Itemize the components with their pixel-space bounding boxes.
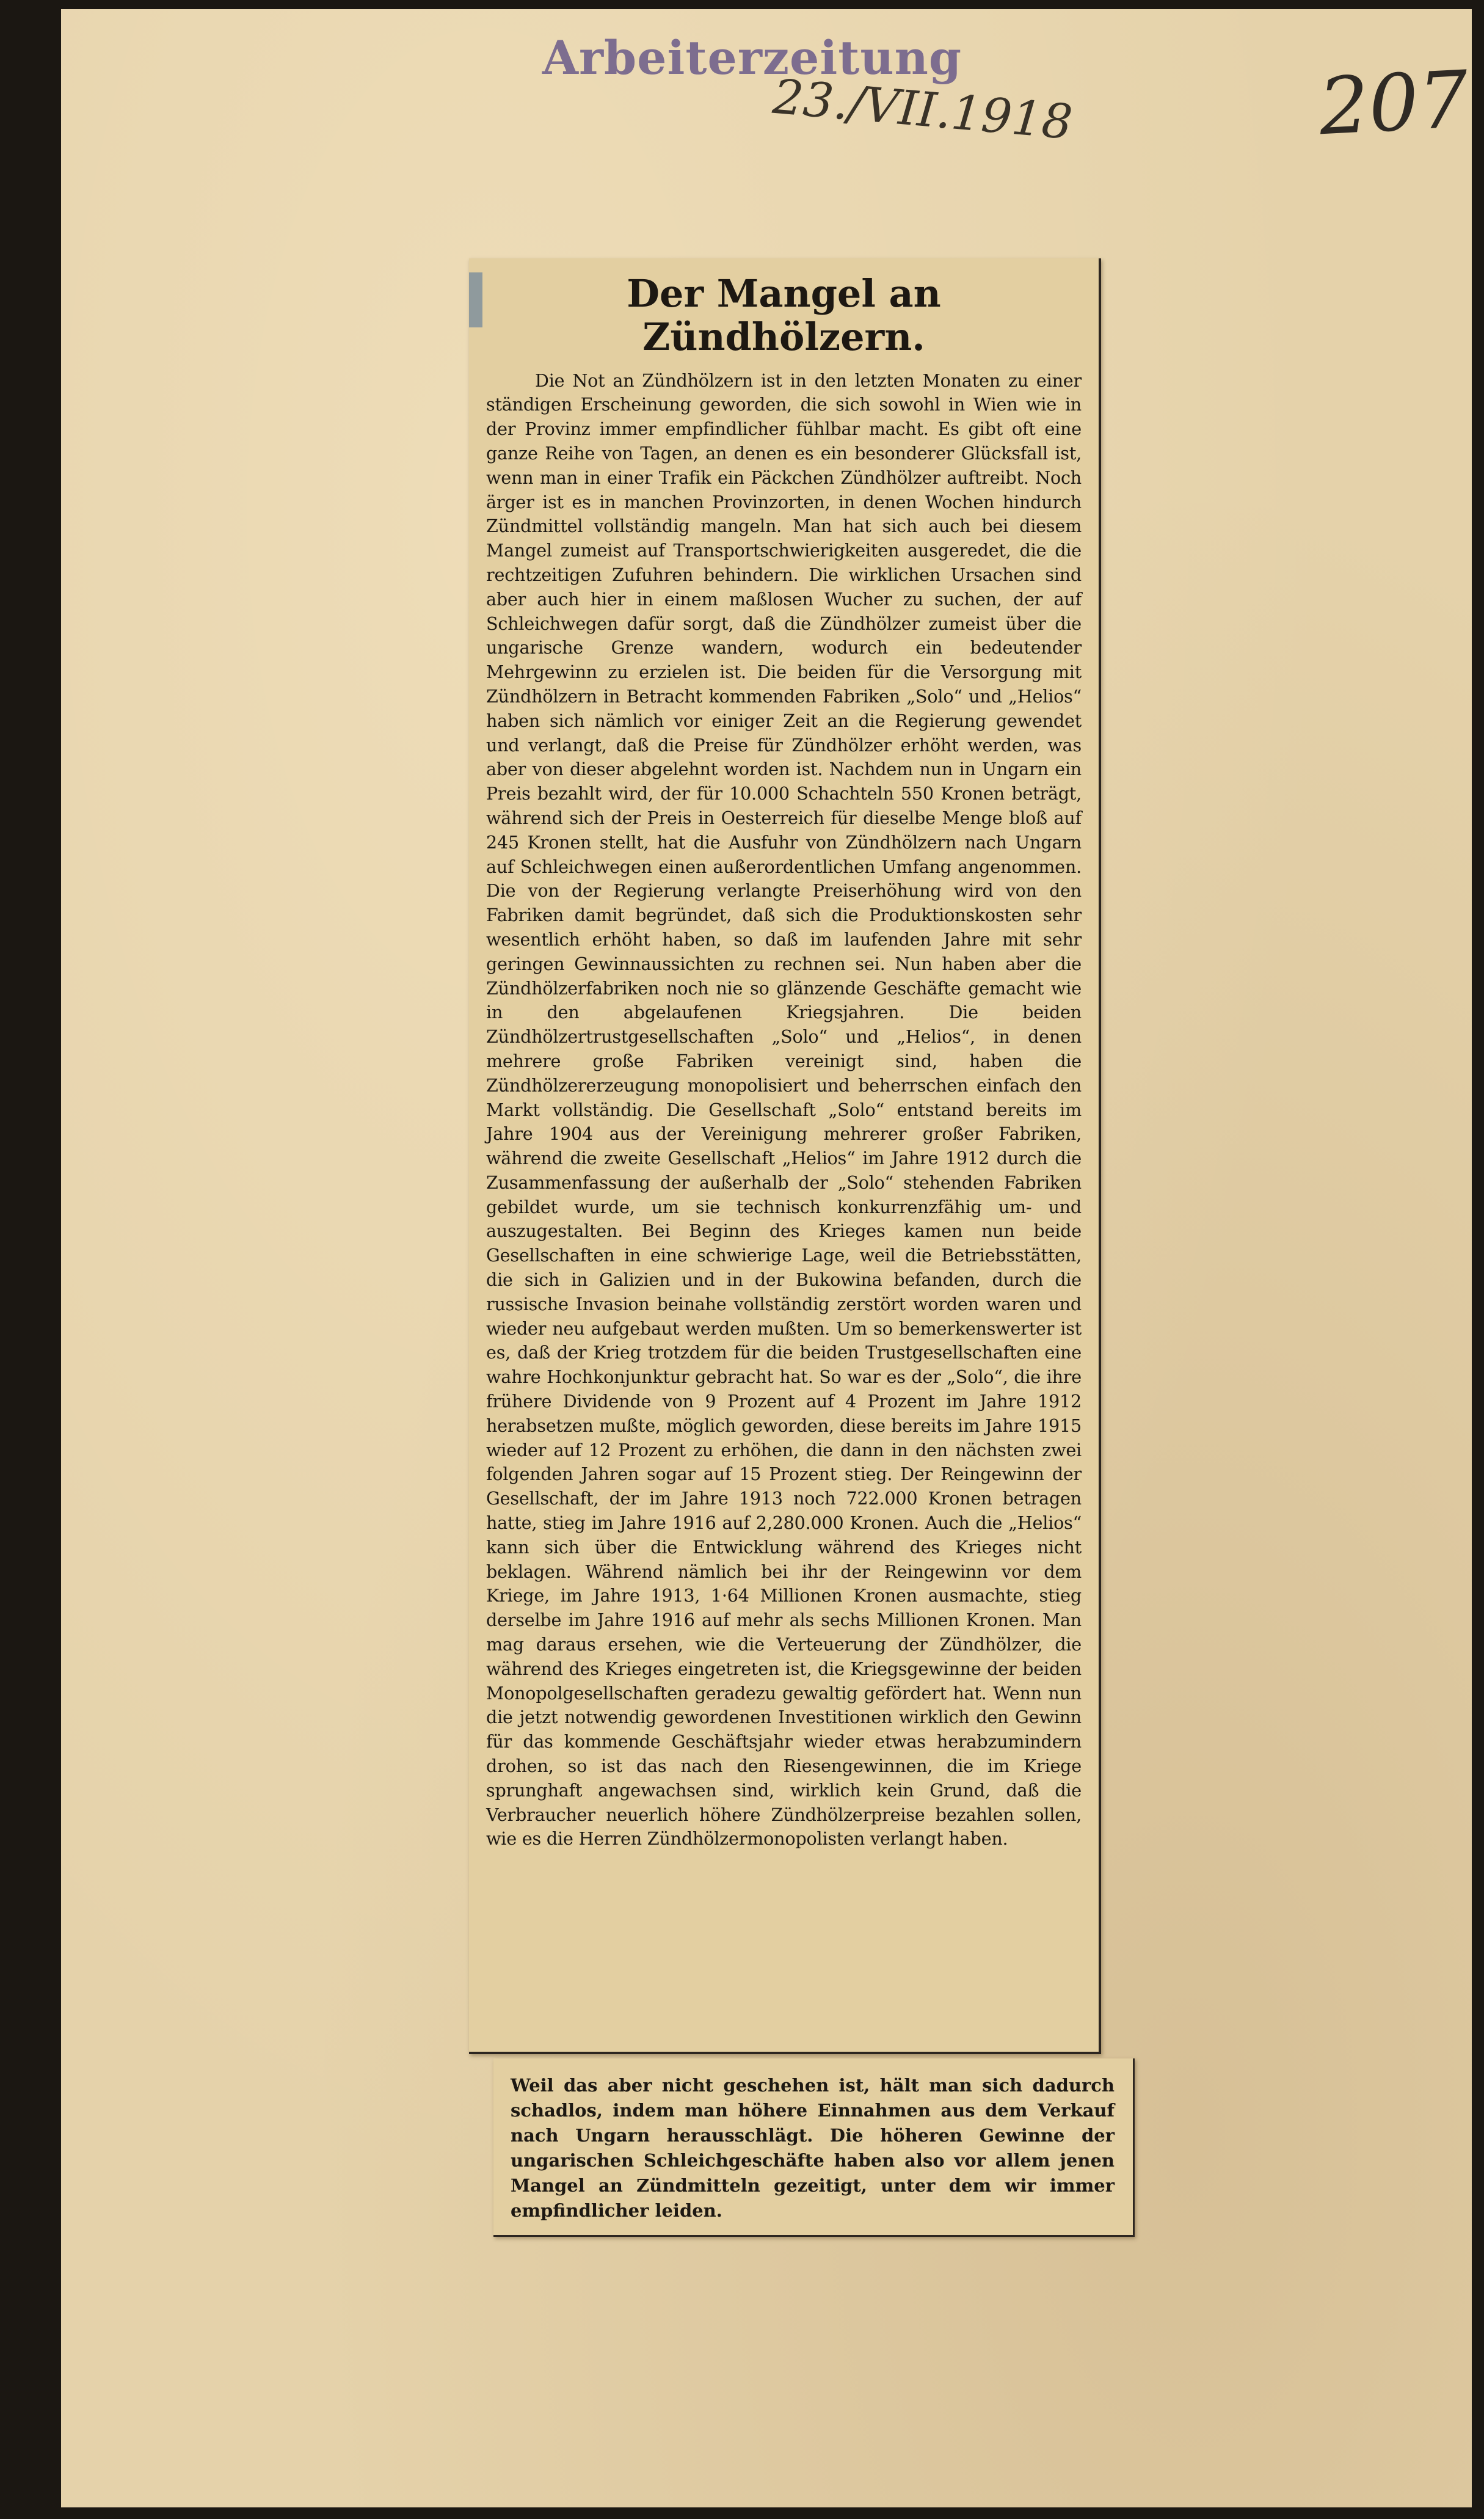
handwritten-folio-number: 207 (1317, 54, 1471, 153)
article-headline: Der Mangel an Zündhölzern. (627, 271, 941, 360)
article-continuation: Weil das aber nicht geschehen ist, hält man sich dadurch schadlos, indem man höhere Einnahmen aus dem Verkauf nach Ungarn herausschlägt. Die höheren Gewinne der ungarischen Schleichgeschäfte haben also vor allem jenen Mangel an Zündmitteln gezeitigt, unter dem wir immer empfindlicher leiden. (511, 2075, 1115, 2221)
handwritten-date: 23./VII.1918 (771, 69, 1075, 151)
newspaper-clipping (469, 258, 1101, 2054)
article-body-text: Die Not an Zündhölzern ist in den letzten Monaten zu einer ständigen Erscheinung geworden, die sich sowohl in Wien wie in der Provinz immer empfindlicher fühlbar macht. Es gibt oft eine ganze Reihe von Tagen, an denen es ein besonderer Glücksfall ist, wenn man in einer Trafik ein Päckchen Zündhölzer auftreibt. Noch ärger ist es in manchen Provinzorten, in denen Wochen hindurch Zündmittel vollständig mangeln. Man hat sich auch bei diesem Mangel zumeist auf Transportschwierigkeiten ausgeredet, die die rechtzeitigen Zufuhren behindern. Die wirklichen Ursachen sind aber auch hier in einem maßlosen Wucher zu suchen, der auf Schleichwegen dafür sorgt, daß die Zündhölzer zumeist über die ungarische Grenze wandern, wodurch ein bedeutender Mehrgewinn zu erzielen ist. Die beiden für die Versorgung mit Zündhölzern in Betracht kommenden Fabriken „Solo“ und „Helios“ haben sich nämlich vor einiger Zeit an die Regierung gewendet und verlangt, daß die Preise für Zündhölzer erhöht werden, was aber von dieser abgelehnt worden ist. Nachdem nun in Ungarn ein Preis bezahlt wird, der für 10.000 Schachteln 550 Kronen beträgt, während sich der Preis in Oesterreich für dieselbe Menge bloß auf 245 Kronen stellt, hat die Ausfuhr von Zündhölzern nach Ungarn auf Schleichwegen einen außerordentlichen Umfang angenommen. Die von der Regierung verlangte Preiserhöhung wird von den Fabriken damit begründet, daß sich die Produktionskosten sehr wesentlich erhöht haben, so daß im laufenden Jahre mit sehr geringen Gewinnaussichten zu rechnen sei. Nun haben aber die Zündhölzerfabriken noch nie so glänzende Geschäfte gemacht wie in den abgelaufenen Kriegsjahren. Die beiden Zündhölzertrustgesellschaften „Solo“ und „Helios“, in denen mehrere große Fabriken vereinigt sind, haben die Zündhölzererzeugung monopolisiert und beherrschen einfach den Markt vollständig. Die Gesellschaft „Solo“ entstand bereits im Jahre 1904 aus der Vereinigung mehrerer großer Fabriken, während die zweite Gesellschaft „Helios“ im Jahre 1912 durch die Zusammenfassung der außerhalb der „Solo“ stehenden Fabriken gebildet wurde, um sie technisch konkurrenzfähig um- und auszugestalten. Bei Beginn des Krieges kamen nun beide Gesellschaften in eine schwierige Lage, weil die Betriebsstätten, die sich in Galizien und in der Bukowina befanden, durch die russische Invasion beinahe vollständig zerstört worden waren und wieder neu aufgebaut werden mußten. Um so bemerkenswerter ist es, daß der Krieg trotzdem für die beiden Trustgesellschaften eine wahre Hochkonjunktur gebracht hat. So war es der „Solo“, die ihre frühere Dividende von 9 Prozent auf 4 Prozent im Jahre 1912 herabsetzen mußte, möglich geworden, diese bereits im Jahre 1915 wieder auf 12 Prozent zu erhöhen, die dann in den nächsten zwei folgenden Jahren sogar auf 15 Prozent stieg. Der Reingewinn der Gesellschaft, der im Jahre 1913 noch 722.000 Kronen betragen hatte, stieg im Jahre 1916 auf 2,280.000 Kronen. Auch die „Helios“ kann sich über die Entwicklung während des Krieges nicht beklagen. Während nämlich bei ihr der Reingewinn vor dem Kriege, im Jahre 1913, 1·64 Millionen Kronen ausmachte, stieg derselbe im Jahre 1916 auf mehr als sechs Millionen Kronen. Man mag daraus ersehen, wie die Verteuerung der Zündhölzer, die während des Krieges eingetreten ist, die Kriegsgewinne der beiden Monopolgesellschaften geradezu gewaltig gefördert hat. Wenn nun die jetzt notwendig gewordenen Investitionen wirklich den Gewinn für das kommende Geschäftsjahr wieder etwas herabzumindern drohen, so ist das nach den Riesengewinnen, die im Kriege sprunghaft angewachsen sind, wirklich kein Grund, daß die Verbraucher neuerlich höhere Zündhölzerpreise bezahlen sollen, wie es die Herren Zündhölzermonopolisten verlangt haben. (486, 370, 1082, 1850)
blue-pencil-mark (469, 272, 482, 327)
newspaper-clipping-continuation (493, 2058, 1135, 2237)
article-body (486, 369, 1082, 1852)
newspaper-stamp: Arbeiterzeitung (542, 31, 962, 85)
